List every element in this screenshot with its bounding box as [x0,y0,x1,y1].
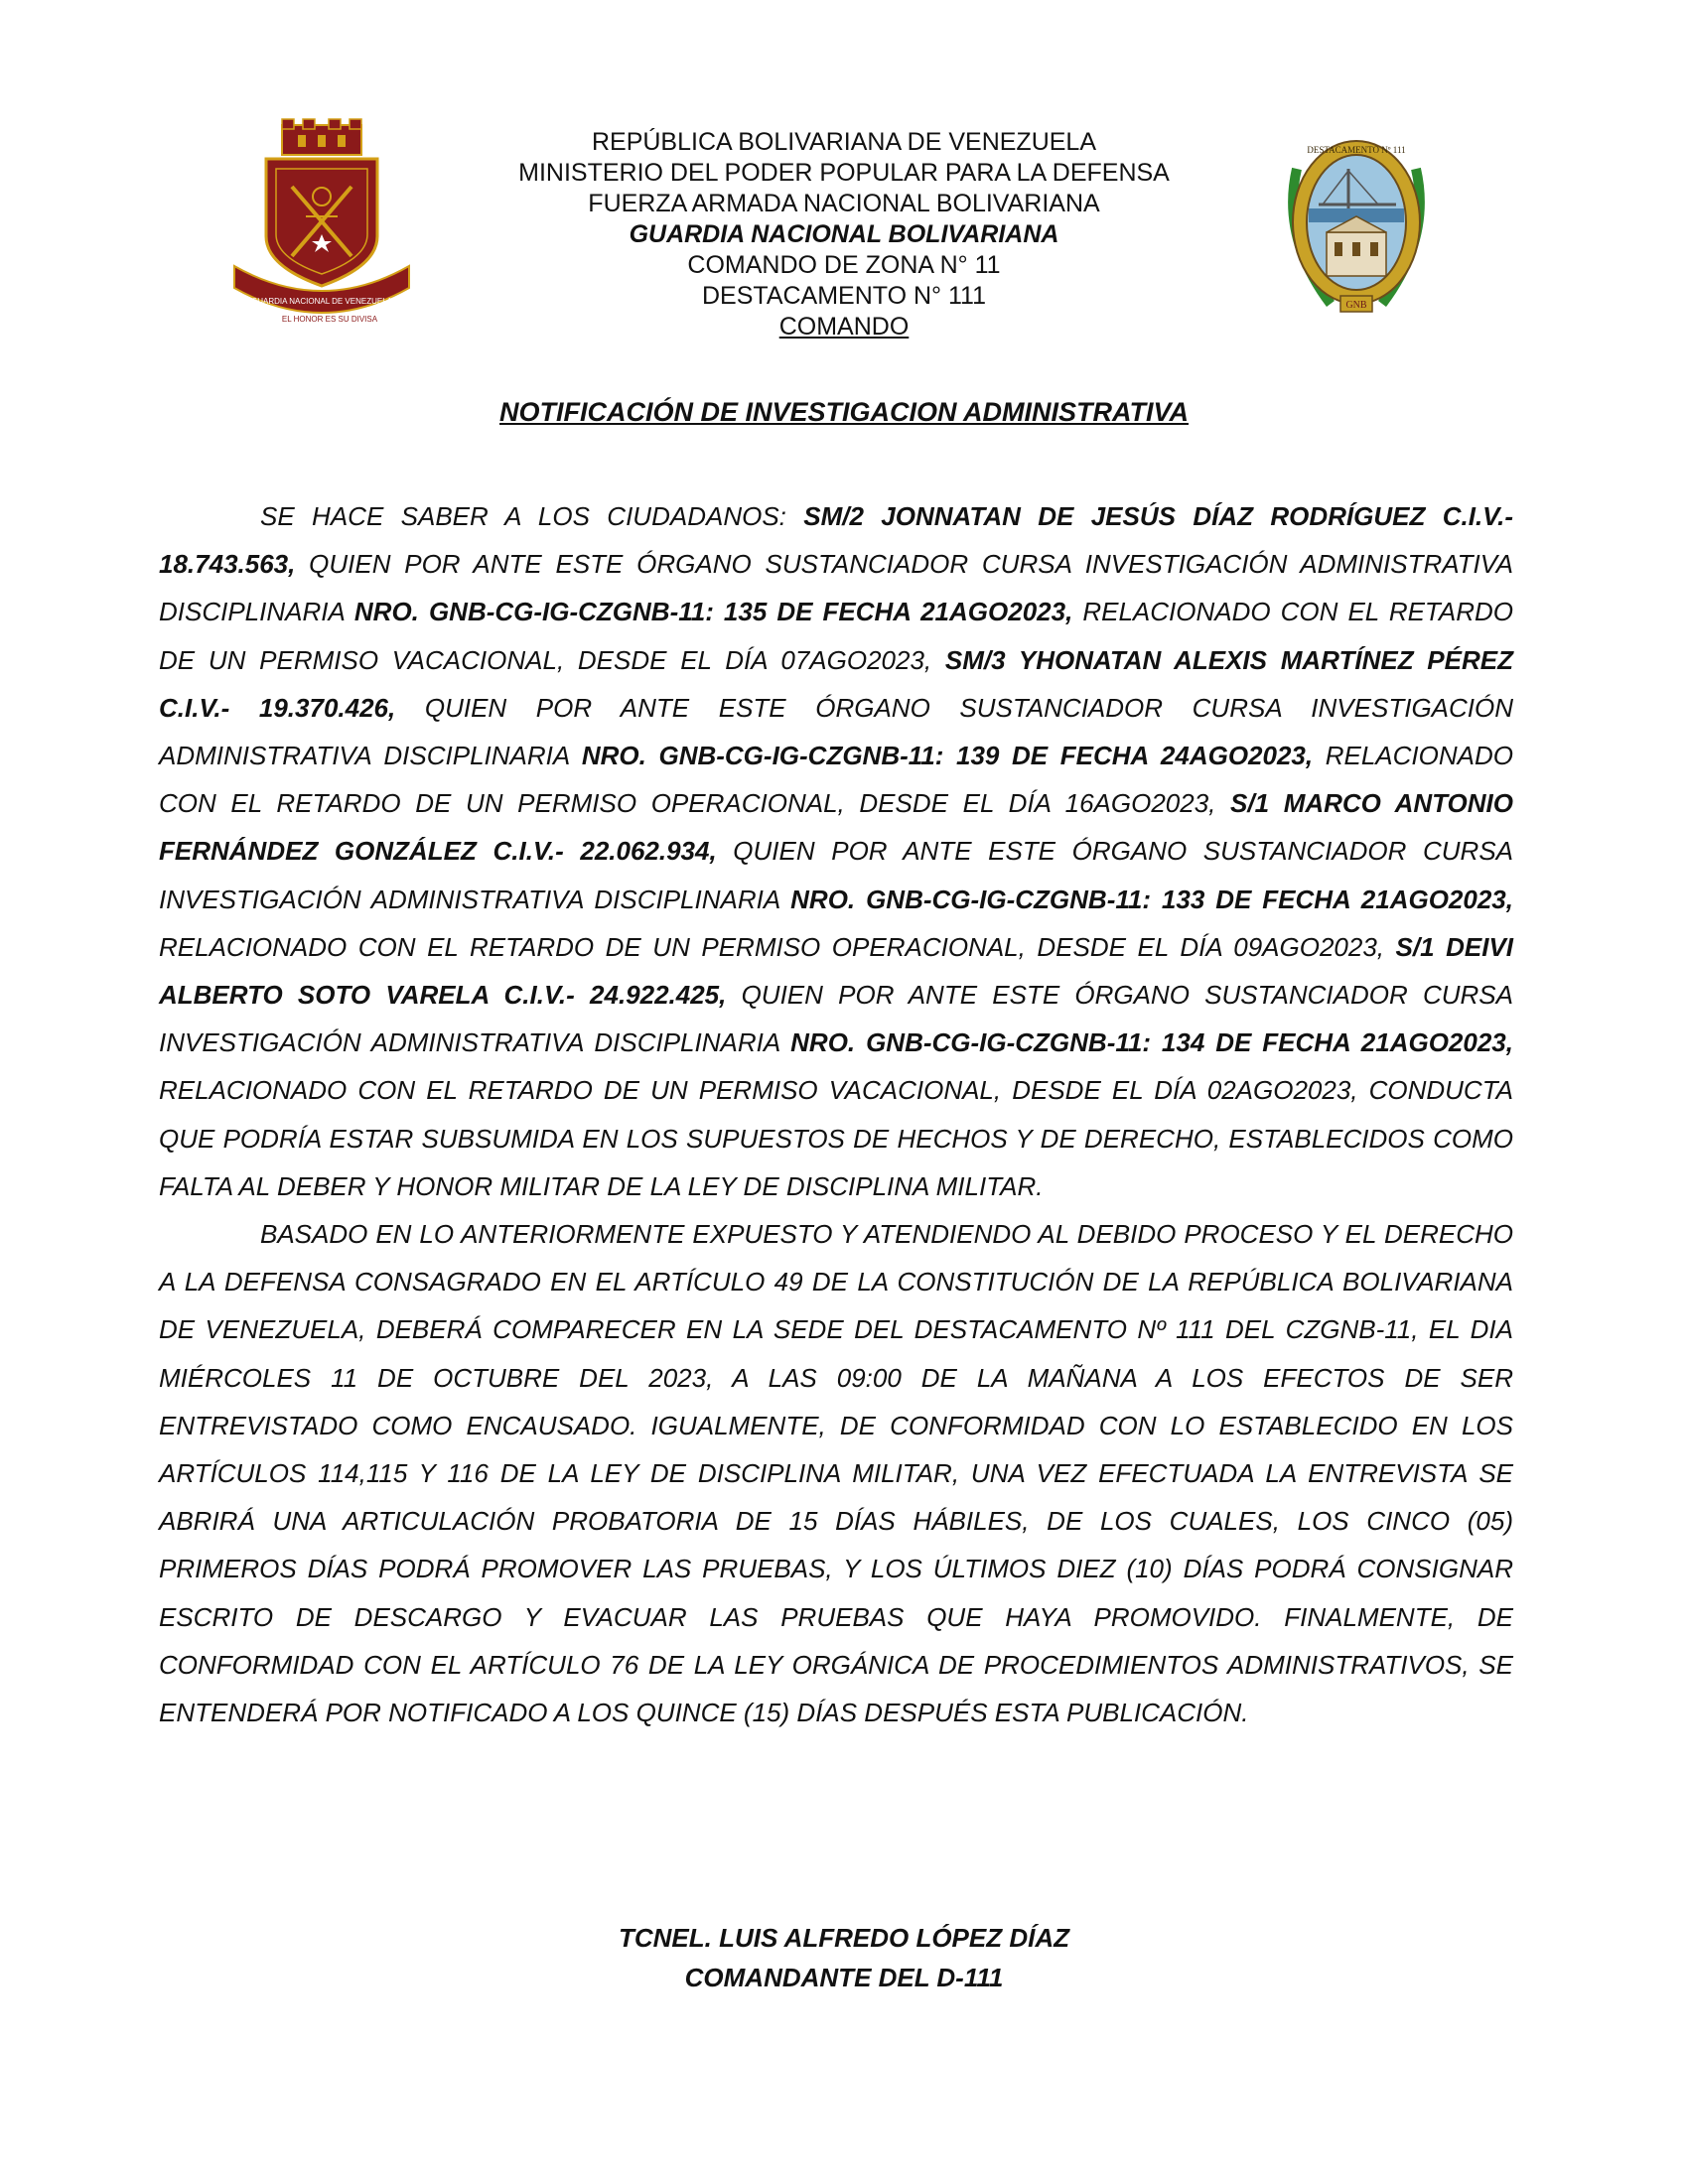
paragraph1-text-2: QUIEN POR ANTE ESTE ÓRGANO SUSTANCIADOR CURSA INVESTIGACIÓN ADMINISTRATIVA DISCIPLINARIA [159,549,1513,627]
document-header [0,127,1688,342]
emblem-badge-text: GNB [1345,300,1367,311]
emblem-ribbon-text: GUARDIA NACIONAL DE VENEZUELA [251,297,392,306]
header-line-zone: COMANDO DE ZONA N° 11 [687,251,1001,279]
paragraph1-text-3: RELACIONADO CON EL RETARDO DE UN PERMISO VACACIONAL, DESDE EL DÍA 07AGO2023, [159,597,1514,675]
emblem-arc-text: DESTACAMENTO Nº 111 [1307,145,1406,155]
paragraph1-text-1: SE HACE SABER A LOS CIUDADANOS: [260,501,804,531]
header-line-guardia: GUARDIA NACIONAL BOLIVARIANA [629,220,1059,248]
emblem-motto-text: EL HONOR ES SU DIVISA [281,315,378,324]
paragraph1-text-7: RELACIONADO CON EL RETARDO DE UN PERMISO OPERACIONAL, DESDE EL DÍA 09AGO2023, [159,931,1396,962]
paragraph1-bold-8: NRO. GNB-CG-IG-CZGNB-11: 134 DE FECHA 21AGO2023, [790,1027,1513,1058]
paragraph1-text-5: RELACIONADO CON EL RETARDO DE UN PERMISO OPERACIONAL, DESDE EL DÍA 16AGO2023, [159,741,1513,819]
paragraph1-bold-4: NRO. GNB-CG-IG-CZGNB-11: 139 DE FECHA 24AGO2023, [581,741,1314,771]
paragraph1-text-8: QUIEN POR ANTE ESTE ÓRGANO SUSTANCIADOR CURSA INVESTIGACIÓN ADMINISTRATIVA DISCIPLINARIA [159,980,1513,1058]
paragraph1-bold-6: NRO. GNB-CG-IG-CZGNB-11: 133 DE FECHA 21AGO2023, [790,884,1513,914]
header-line-armed-forces: FUERZA ARMADA NACIONAL BOLIVARIANA [588,190,1100,217]
header-line-ministry: MINISTERIO DEL PODER POPULAR PARA LA DEFENSA [518,159,1170,187]
header-line-detachment: DESTACAMENTO N° 111 [702,282,986,310]
destacamento-emblem-icon [1279,129,1434,324]
header-line-command: COMANDO [778,313,910,341]
header-line-republic: REPÚBLICA BOLIVARIANA DE VENEZUELA [591,128,1097,156]
paragraph1-bold-3: SM/3 YHONATAN ALEXIS MARTÍNEZ PÉREZ C.I.V.- 19.370.426, [159,644,1513,723]
paragraph-notification [159,492,1513,1210]
signature-name: TCNEL. LUIS ALFREDO LÓPEZ DÍAZ [618,1923,1070,1953]
paragraph1-bold-7: S/1 DEIVI ALBERTO SOTO VARELA C.I.V.- 24.922.425, [159,931,1514,1011]
signature-position: COMANDANTE DEL D-111 [684,1963,1004,1992]
document-body [159,492,1513,1736]
paragraph1-text-9: RELACIONADO CON EL RETARDO DE UN PERMISO VACACIONAL, DESDE EL DÍA 02AGO2023, CONDUCTA QUE PODRÍA ESTAR SUBSUMIDA EN LOS SUPUESTOS DE HECHOS Y DE DERECHO, ESTABLECIDOS COMO FALTA AL DEBER Y HONOR MILITAR DE LA LEY DE DISCIPLINA MILITAR. [159,1075,1513,1201]
paragraph1-text-6: QUIEN POR ANTE ESTE ÓRGANO SUSTANCIADOR CURSA INVESTIGACIÓN ADMINISTRATIVA DISCIPLINARIA [159,836,1514,914]
paragraph1-bold-1: SM/2 JONNATAN DE JESÚS DÍAZ RODRÍGUEZ C.I.V.- 18.743.563, [159,501,1514,580]
signature-block [0,1918,1688,1997]
paragraph-summons: BASADO EN LO ANTERIORMENTE EXPUESTO Y ATENDIENDO AL DEBIDO PROCESO Y EL DERECHO A LA DEFENSA CONSAGRADO EN EL ARTÍCULO 49 DE LA CONSTITUCIÓN DE LA REPÚBLICA BOLIVARIANA DE VENEZUELA, DEBERÁ COMPARECER EN LA SEDE DEL DESTACAMENTO Nº 111 DEL CZGNB-11, EL DIA MIÉRCOLES 11 DE OCTUBRE DEL 2023, A LAS 09:00 DE LA MAÑANA A LOS EFECTOS DE SER ENTREVISTADO COMO ENCAUSADO. IGUALMENTE, DE CONFORMIDAD CON LO ESTABLECIDO EN LOS ARTÍCULOS 114,115 Y 116 DE LA LEY DE DISCIPLINA MILITAR, UNA VEZ EFECTUADA LA ENTREVISTA SE ABRIRÁ UNA ARTICULACIÓN PROBATORIA DE 15 DÍAS HÁBILES, DE LOS CUALES, LOS CINCO (05) PRIMEROS DÍAS PODRÁ PROMOVER LAS PRUEBAS, Y LOS ÚLTIMOS DIEZ (10) DÍAS PODRÁ CONSIGNAR ESCRITO DE DESCARGO Y EVACUAR LAS PRUEBAS QUE HAYA PROMOVIDO. FINALMENTE, DE CONFORMIDAD CON EL ARTÍCULO 76 DE LA LEY ORGÁNICA DE PROCEDIMIENTOS ADMINISTRATIVOS, SE ENTENDERÁ POR NOTIFICADO A LOS QUINCE (15) DÍAS DESPUÉS ESTA PUBLICACIÓN. [159,1219,1513,1728]
document-title: NOTIFICACIÓN DE INVESTIGACION ADMINISTRATIVA [499,397,1189,427]
paragraph1-bold-2: NRO. GNB-CG-IG-CZGNB-11: 135 DE FECHA 21AGO2023, [353,597,1073,627]
paragraph1-bold-5: S/1 MARCO ANTONIO FERNÁNDEZ GONZÁLEZ C.I.V.- 22.062.934, [159,788,1513,867]
paragraph1-text-4: QUIEN POR ANTE ESTE ÓRGANO SUSTANCIADOR CURSA INVESTIGACIÓN ADMINISTRATIVA DISCIPLINARIA [159,692,1514,771]
